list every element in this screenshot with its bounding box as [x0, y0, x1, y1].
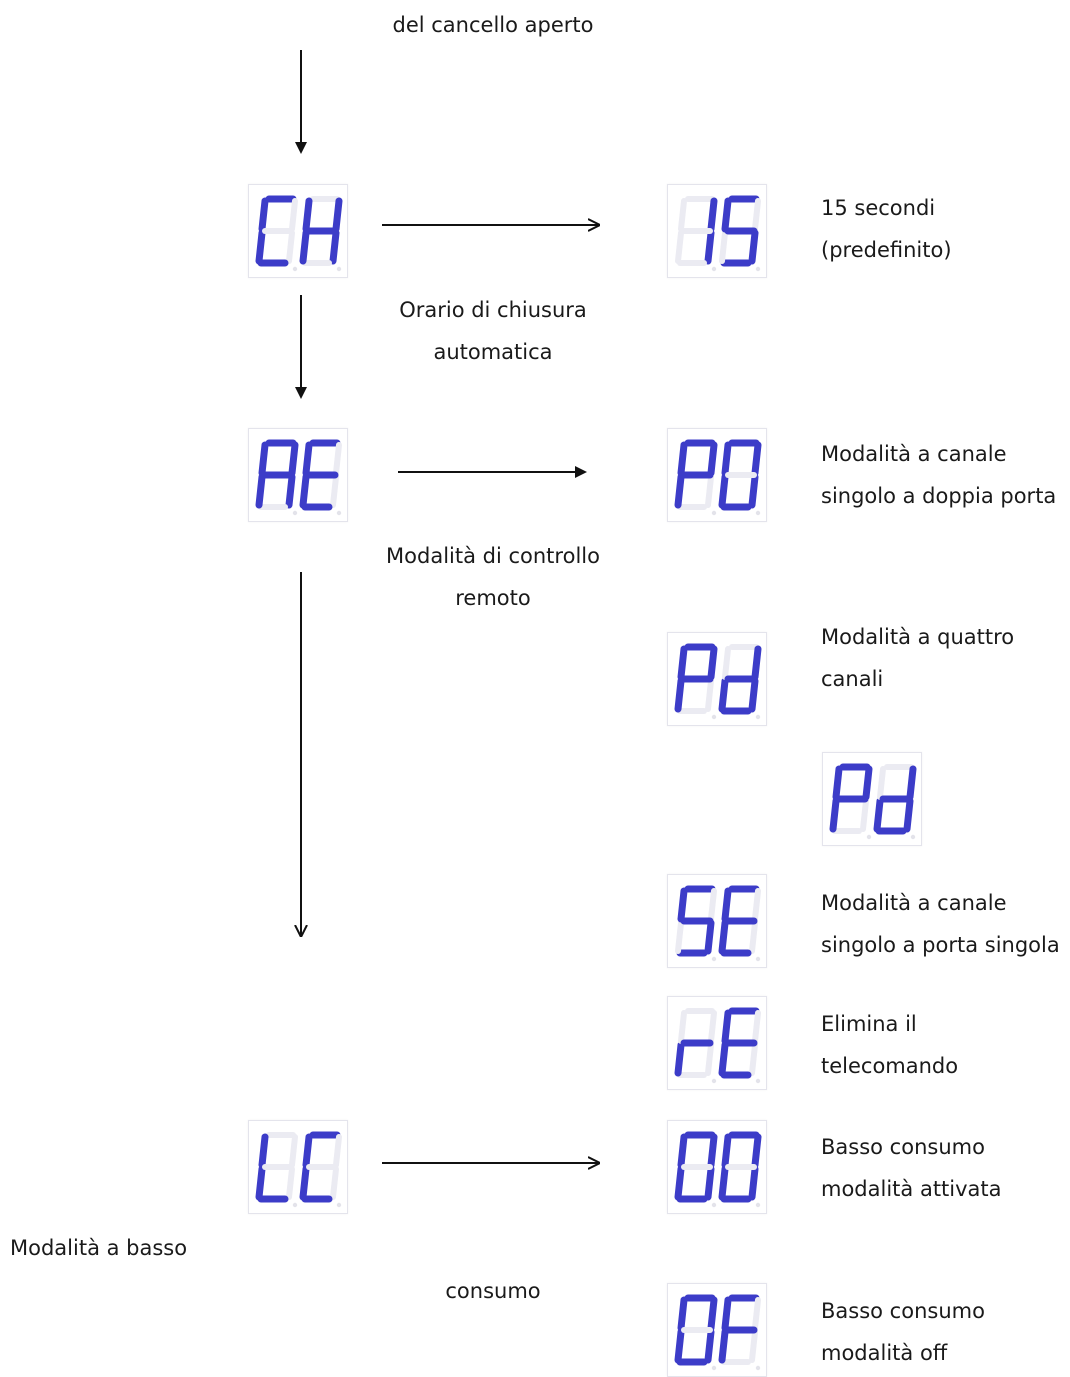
- segment-c: [333, 1169, 336, 1197]
- display-p0: [667, 428, 767, 522]
- decimal-dot: [712, 1366, 716, 1370]
- decimal-dot: [712, 957, 716, 961]
- decimal-dot: [756, 1203, 760, 1207]
- segment-f: [725, 1013, 728, 1041]
- decimal-dot: [867, 835, 871, 839]
- segment-b: [755, 1300, 758, 1328]
- segment-f: [725, 1300, 728, 1328]
- decimal-dot: [756, 1079, 760, 1083]
- display-00: [667, 1120, 767, 1214]
- display-15: [667, 184, 767, 278]
- display-re: [667, 996, 767, 1090]
- decimal-dot: [756, 267, 760, 271]
- segment-c: [708, 1169, 711, 1197]
- segment-e: [722, 233, 725, 261]
- segment-c: [907, 801, 910, 829]
- segment-b: [336, 1137, 339, 1165]
- segment-b: [336, 445, 339, 473]
- segment-c: [752, 1332, 755, 1360]
- segment-c: [752, 233, 755, 261]
- segment-f: [262, 201, 265, 229]
- segment-c: [708, 681, 711, 709]
- segment-f: [725, 445, 728, 473]
- segment-b: [755, 201, 758, 229]
- decimal-dot: [712, 1079, 716, 1083]
- segment-b: [711, 1013, 714, 1041]
- segment-f: [681, 1300, 684, 1328]
- display-pd-alt: [822, 752, 922, 846]
- segment-c: [752, 1045, 755, 1073]
- segment-f: [725, 649, 728, 677]
- segment-c: [708, 1332, 711, 1360]
- segment-e: [833, 801, 836, 829]
- segment-f: [836, 769, 839, 797]
- segment-f: [681, 649, 684, 677]
- segment-b: [755, 445, 758, 473]
- display-ae: [248, 428, 348, 522]
- segment-e: [678, 1169, 681, 1197]
- label-p0: Modalità a canale singolo a doppia porta: [821, 442, 1057, 508]
- segment-b: [755, 1013, 758, 1041]
- label-se: Modalità a canale singolo a porta singola: [821, 891, 1060, 957]
- label-on: Basso consumo modalità attivata: [821, 1135, 1002, 1201]
- decimal-dot: [911, 835, 915, 839]
- display-0f: [667, 1283, 767, 1377]
- decimal-dot: [293, 267, 297, 271]
- segment-e: [259, 233, 262, 261]
- segment-e: [678, 923, 681, 951]
- segment-f: [880, 769, 883, 797]
- segment-f: [681, 1013, 684, 1041]
- segment-c: [708, 233, 711, 261]
- segment-c: [289, 233, 292, 261]
- decimal-dot: [337, 267, 341, 271]
- segment-b: [711, 201, 714, 229]
- segment-f: [725, 891, 728, 919]
- decimal-dot: [337, 1203, 341, 1207]
- segment-f: [681, 445, 684, 473]
- segment-c: [708, 1045, 711, 1073]
- segment-f: [306, 1137, 309, 1165]
- segment-b: [866, 769, 869, 797]
- segment-f: [725, 1137, 728, 1165]
- decimal-dot: [712, 511, 716, 515]
- segment-e: [303, 477, 306, 505]
- decimal-dot: [756, 1366, 760, 1370]
- label-pd: Modalità a quattro canali: [821, 625, 1015, 691]
- label-off: Basso consumo modalità off: [821, 1299, 985, 1365]
- segment-c: [752, 923, 755, 951]
- display-se: [667, 874, 767, 968]
- segment-c: [333, 233, 336, 261]
- label-re: Elimina il telecomando: [821, 1012, 959, 1078]
- decimal-dot: [337, 511, 341, 515]
- segment-e: [678, 233, 681, 261]
- segment-f: [306, 201, 309, 229]
- decimal-dot: [712, 1203, 716, 1207]
- segment-f: [681, 891, 684, 919]
- segment-e: [722, 923, 725, 951]
- segment-f: [725, 201, 728, 229]
- segment-b: [910, 769, 913, 797]
- segment-c: [708, 923, 711, 951]
- segment-e: [722, 1332, 725, 1360]
- label-auto-close: Orario di chiusura automatica: [399, 298, 587, 364]
- label-15-seconds: 15 secondi (predefinito): [821, 196, 952, 262]
- segment-e: [722, 1045, 725, 1073]
- segment-e: [303, 233, 306, 261]
- segment-b: [711, 1300, 714, 1328]
- segment-b: [711, 891, 714, 919]
- decimal-dot: [712, 715, 716, 719]
- segment-e: [678, 1332, 681, 1360]
- segment-f: [262, 1137, 265, 1165]
- decimal-dot: [756, 511, 760, 515]
- segment-c: [752, 681, 755, 709]
- segment-b: [755, 1137, 758, 1165]
- segment-e: [678, 1045, 681, 1073]
- segment-b: [292, 445, 295, 473]
- label-low-power: Modalità a basso: [10, 1236, 188, 1260]
- segment-f: [306, 445, 309, 473]
- segment-c: [333, 477, 336, 505]
- segment-e: [722, 681, 725, 709]
- segment-e: [303, 1169, 306, 1197]
- label-remote-mode: Modalità di controllo remoto: [386, 544, 600, 610]
- decimal-dot: [293, 1203, 297, 1207]
- segment-c: [863, 801, 866, 829]
- segment-e: [678, 477, 681, 505]
- segment-c: [752, 477, 755, 505]
- segment-e: [259, 477, 262, 505]
- segment-b: [755, 649, 758, 677]
- segment-b: [336, 201, 339, 229]
- label-gate-open: del cancello aperto: [392, 13, 594, 37]
- decimal-dot: [756, 957, 760, 961]
- segment-c: [289, 477, 292, 505]
- segment-e: [722, 477, 725, 505]
- segment-e: [722, 1169, 725, 1197]
- display-ch: [248, 184, 348, 278]
- segment-b: [711, 1137, 714, 1165]
- segment-b: [292, 1137, 295, 1165]
- segment-e: [877, 801, 880, 829]
- segment-f: [262, 445, 265, 473]
- segment-c: [752, 1169, 755, 1197]
- segment-c: [708, 477, 711, 505]
- decimal-dot: [756, 715, 760, 719]
- segment-f: [681, 1137, 684, 1165]
- display-pd: [667, 632, 767, 726]
- segment-c: [289, 1169, 292, 1197]
- decimal-dot: [293, 511, 297, 515]
- segment-e: [678, 681, 681, 709]
- segment-b: [755, 891, 758, 919]
- segment-b: [711, 445, 714, 473]
- segment-f: [681, 201, 684, 229]
- decimal-dot: [712, 267, 716, 271]
- segment-b: [711, 649, 714, 677]
- segment-e: [259, 1169, 262, 1197]
- segment-b: [292, 201, 295, 229]
- label-low-power-cont: consumo: [445, 1279, 541, 1303]
- display-lc: [248, 1120, 348, 1214]
